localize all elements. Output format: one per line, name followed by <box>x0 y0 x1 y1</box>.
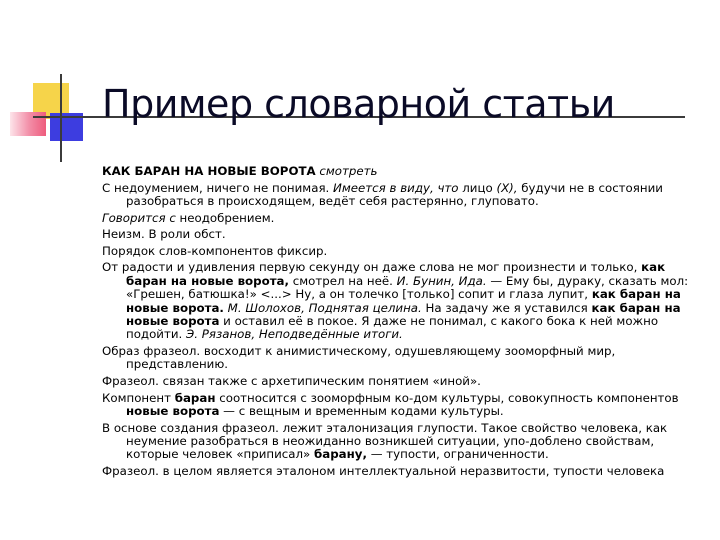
dictionary-entry <box>102 165 700 482</box>
entry-archetype: Фразеол. связан также с архетипическим понятием «иной». <box>102 374 481 388</box>
decor-vertical-line <box>60 74 62 162</box>
slide-title: Пример словарной статьи <box>102 82 615 126</box>
entry-examples: От радости и удивления первую секунду он даже слова не мог произнести и только, как баран на новые ворота, смотрел на неё. И. Бунин, Ида. — Ему бы, дураку, сказать мол: «Грешен, батюшка!» <...> Ну, а он толечко [только] сопит и глаза лупит, как баран на новые ворота. М. Шолохов, Поднятая целина. На задачу же я уставился как баран на новые ворота и оставил её в покое. Я даже не понимал, с какого бока к ней можно подойти. Э. Рязанов, Неподведённые итоги. <box>102 260 689 342</box>
entry-word-order: Порядок слов-компонентов фиксир. <box>102 243 328 258</box>
headword-note: смотреть <box>319 164 378 178</box>
entry-image-origin: Образ фразеол. восходит к анимистическому, одушевляющему зооморфный мир, представлению. <box>102 344 616 372</box>
entry-component: Компонент баран соотносится с зооморфным ко-дом культуры, совокупность компонентов новые ворота — с вещным и временным кодами культуры. <box>102 390 679 418</box>
entry-category: Неизм. В роли обст. <box>102 227 226 242</box>
entry-standard: Фразеол. в целом является эталоном интеллектуальной неразвитости, тупости человека <box>102 464 665 478</box>
headword: КАК БАРАН НА НОВЫЕ ВОРОТА <box>102 164 316 178</box>
entry-definition: С недоумением, ничего не понимая. Имеется в виду, что лицо (X), будучи не в состоянии разобраться в происходящем, ведёт себя растерянно, глуповато. <box>102 180 663 208</box>
entry-headline <box>102 165 700 178</box>
entry-usage: Говорится с неодобрением. <box>102 210 275 225</box>
entry-basis: В основе создания фразеол. лежит эталонизация глупости. Такое свойство человека, как неумение разобраться в неожиданно возникшей ситуации, упо-доблено свойствам, которые человек «приписал» барану, — тупости, ограниченности. <box>102 420 668 462</box>
